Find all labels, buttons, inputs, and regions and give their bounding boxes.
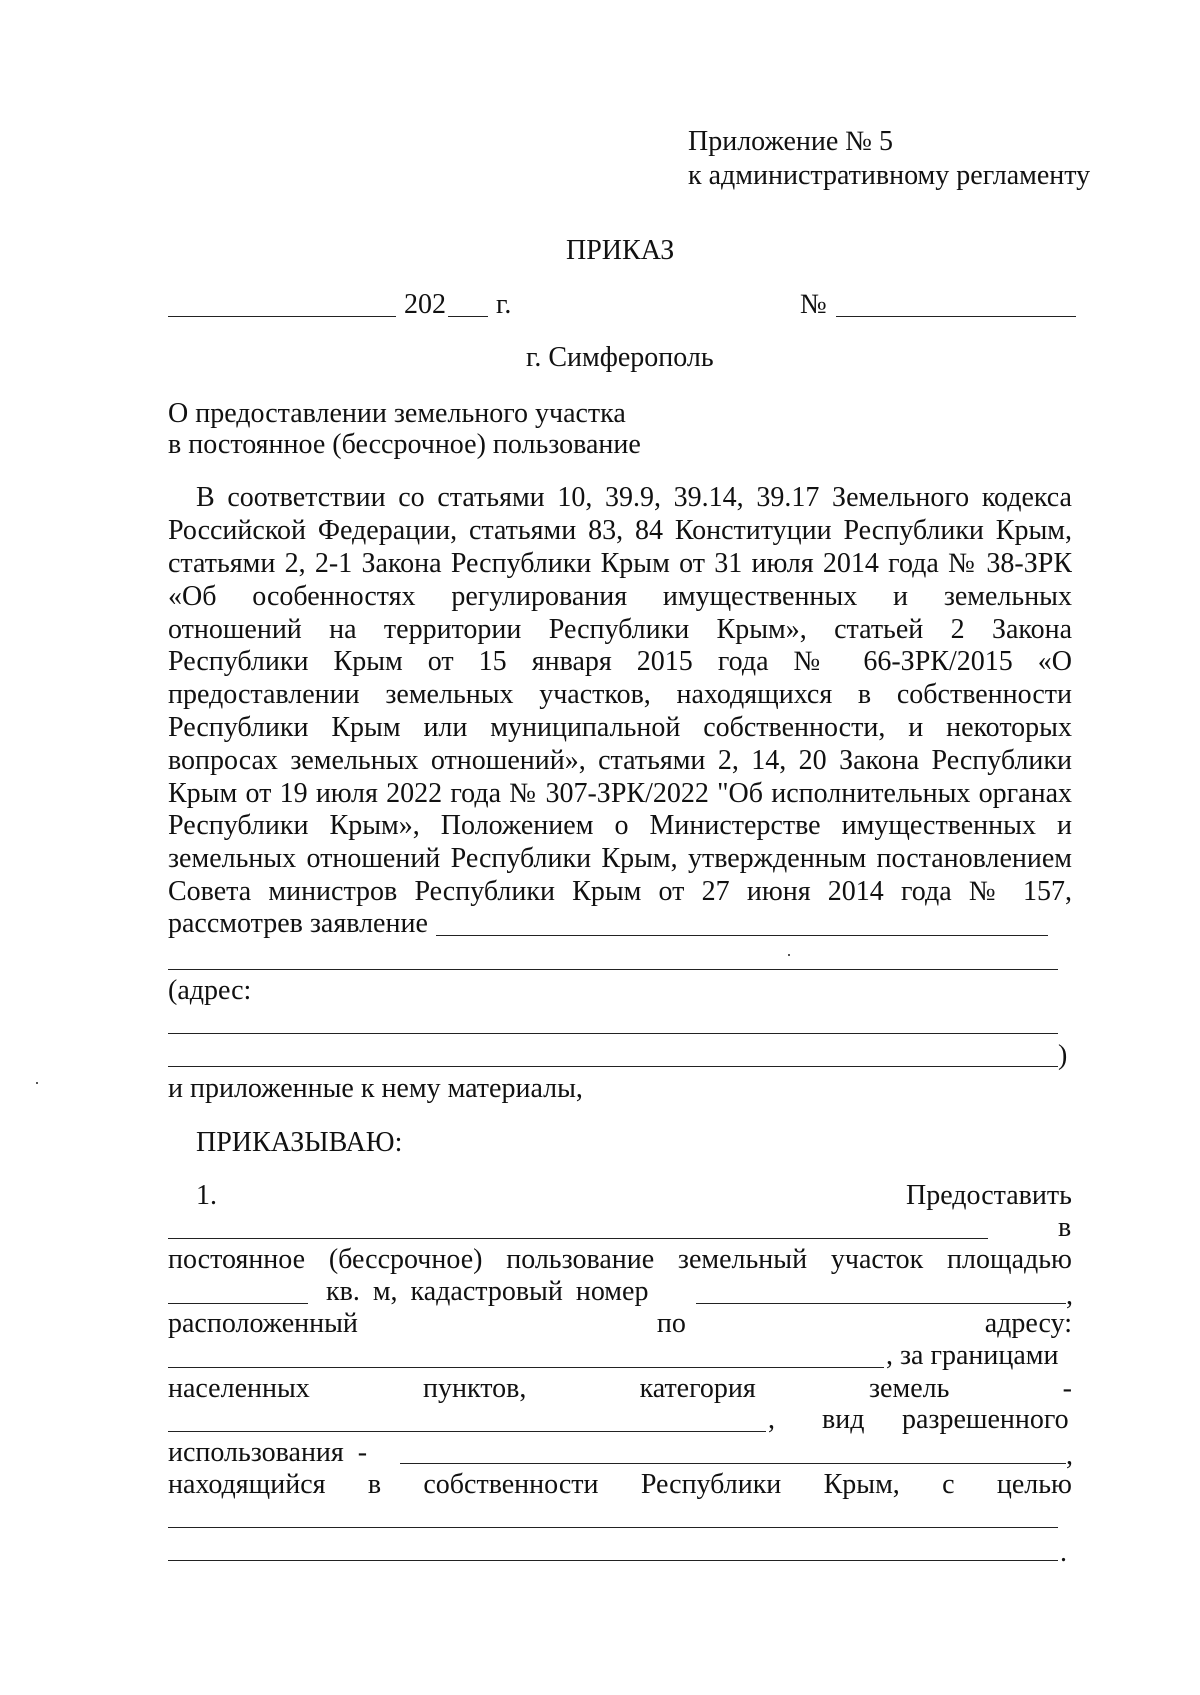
- location-address-blank: [168, 1367, 884, 1368]
- city: г. Симферополь: [526, 342, 714, 373]
- grantee-blank: [168, 1238, 988, 1239]
- subject-line-1: О предоставлении земельного участка: [168, 398, 626, 429]
- preamble-last-line: рассмотрев заявление: [168, 908, 428, 939]
- preamble-line: отношений на территории Республики Крым», статьей 2 Закона: [168, 614, 1072, 645]
- permitted-word-1: вид: [822, 1404, 865, 1435]
- settlements-line: [168, 1373, 1072, 1405]
- scan-speck: [788, 954, 790, 956]
- permitted-use-blank: [400, 1463, 1066, 1464]
- final-period: .: [1060, 1537, 1067, 1568]
- order-word: ПРИКАЗЫВАЮ:: [196, 1127, 403, 1158]
- word: по: [656, 1308, 686, 1339]
- word: расположенный: [168, 1308, 358, 1339]
- comma: ,: [1066, 1280, 1073, 1311]
- word: пунктов,: [423, 1373, 527, 1404]
- word: целью: [996, 1469, 1072, 1500]
- word: находящийся: [168, 1469, 326, 1500]
- address-label: (адрес:: [168, 975, 252, 1006]
- attached-materials: и приложенные к нему материалы,: [168, 1073, 583, 1104]
- word: в: [367, 1469, 382, 1500]
- preamble-line: Республики Крым или муниципальной собственности, и некоторых: [168, 712, 1072, 743]
- item-number: 1.: [196, 1180, 217, 1211]
- address-close-bracket: ): [1058, 1040, 1068, 1071]
- cadastral-number-blank: [696, 1303, 1066, 1304]
- comma: ,: [1066, 1440, 1073, 1471]
- land-category-blank: [168, 1431, 766, 1432]
- preamble-line: Совета министров Республики Крым от 27 июня 2014 года № 157,: [168, 876, 1072, 907]
- preamble-line: Российской Федерации, статьями 83, 84 Конституции Республики Крым,: [168, 515, 1072, 546]
- preamble-line: вопросах земельных отношений», статьями 2, 14, 20 Закона Республики: [168, 745, 1072, 776]
- outside-settlements: , за границами: [886, 1340, 1059, 1371]
- use-line: [168, 1244, 1072, 1276]
- word: (бессрочное): [328, 1244, 483, 1275]
- word: -: [1062, 1373, 1072, 1404]
- word: постоянное: [168, 1244, 306, 1275]
- appendix-number: Приложение № 5: [688, 126, 893, 157]
- word: Крым,: [823, 1469, 900, 1500]
- area-blank: [168, 1303, 308, 1304]
- year-blank: [448, 316, 488, 317]
- application-blank: [436, 935, 1048, 936]
- preamble-line: Республики Крым от 15 января 2015 года № 66-ЗРК/2015 «О: [168, 646, 1072, 677]
- preamble-line: Крым от 19 июля 2022 года № 307-ЗРК/2022 "Об исполнительных органах: [168, 778, 1072, 809]
- word: участок: [830, 1244, 924, 1275]
- word: площадью: [947, 1244, 1072, 1275]
- use-label: использования -: [168, 1437, 368, 1468]
- number-sign: №: [800, 289, 827, 320]
- preamble-line: статьями 2, 2-1 Закона Республики Крым от 31 июля 2014 года № 38-ЗРК: [168, 548, 1072, 579]
- word: земель: [869, 1373, 950, 1404]
- area-unit-text: кв. м, кадастровый номер: [326, 1276, 649, 1307]
- word: земельный: [677, 1244, 808, 1275]
- preamble-line: предоставлении земельных участков, находящихся в собственности: [168, 679, 1072, 710]
- comma: ,: [768, 1404, 775, 1435]
- owned-line: [168, 1469, 1072, 1501]
- date-year: 202: [404, 289, 446, 320]
- word: с: [942, 1469, 955, 1500]
- word: адресу:: [984, 1308, 1072, 1339]
- address-blank-1: [168, 1033, 1058, 1034]
- word: пользование: [506, 1244, 655, 1275]
- preamble-line: В соответствии со статьями 10, 39.9, 39.14, 39.17 Земельного кодекса: [196, 482, 1072, 513]
- preamble-line: Республики Крым», Положением о Министерстве имущественных и: [168, 810, 1072, 841]
- applicant-blank: [168, 969, 1058, 970]
- preamble-line: земельных отношений Республики Крым, утвержденным постановлением: [168, 843, 1072, 874]
- word: собственности: [423, 1469, 599, 1500]
- word: категория: [639, 1373, 756, 1404]
- date-blank: [168, 316, 396, 317]
- item-verb: Предоставить: [906, 1180, 1072, 1211]
- located-line: [168, 1308, 1072, 1340]
- document-title: ПРИКАЗ: [566, 235, 675, 266]
- appendix-reference: к административному регламенту: [688, 160, 1091, 191]
- preposition-v: в: [1058, 1212, 1072, 1243]
- address-blank-2: [168, 1066, 1058, 1067]
- word: Республики: [640, 1469, 782, 1500]
- purpose-blank-2: [168, 1560, 1058, 1561]
- subject-line-2: в постоянное (бессрочное) пользование: [168, 429, 641, 460]
- purpose-blank-1: [168, 1527, 1058, 1528]
- preamble-line: «Об особенностях регулирования имущественных и земельных: [168, 581, 1072, 612]
- word: населенных: [168, 1373, 310, 1404]
- scan-speck: [36, 1082, 38, 1084]
- number-blank: [836, 316, 1076, 317]
- year-suffix: г.: [496, 289, 512, 320]
- permitted-word-2: разрешенного: [902, 1404, 1069, 1435]
